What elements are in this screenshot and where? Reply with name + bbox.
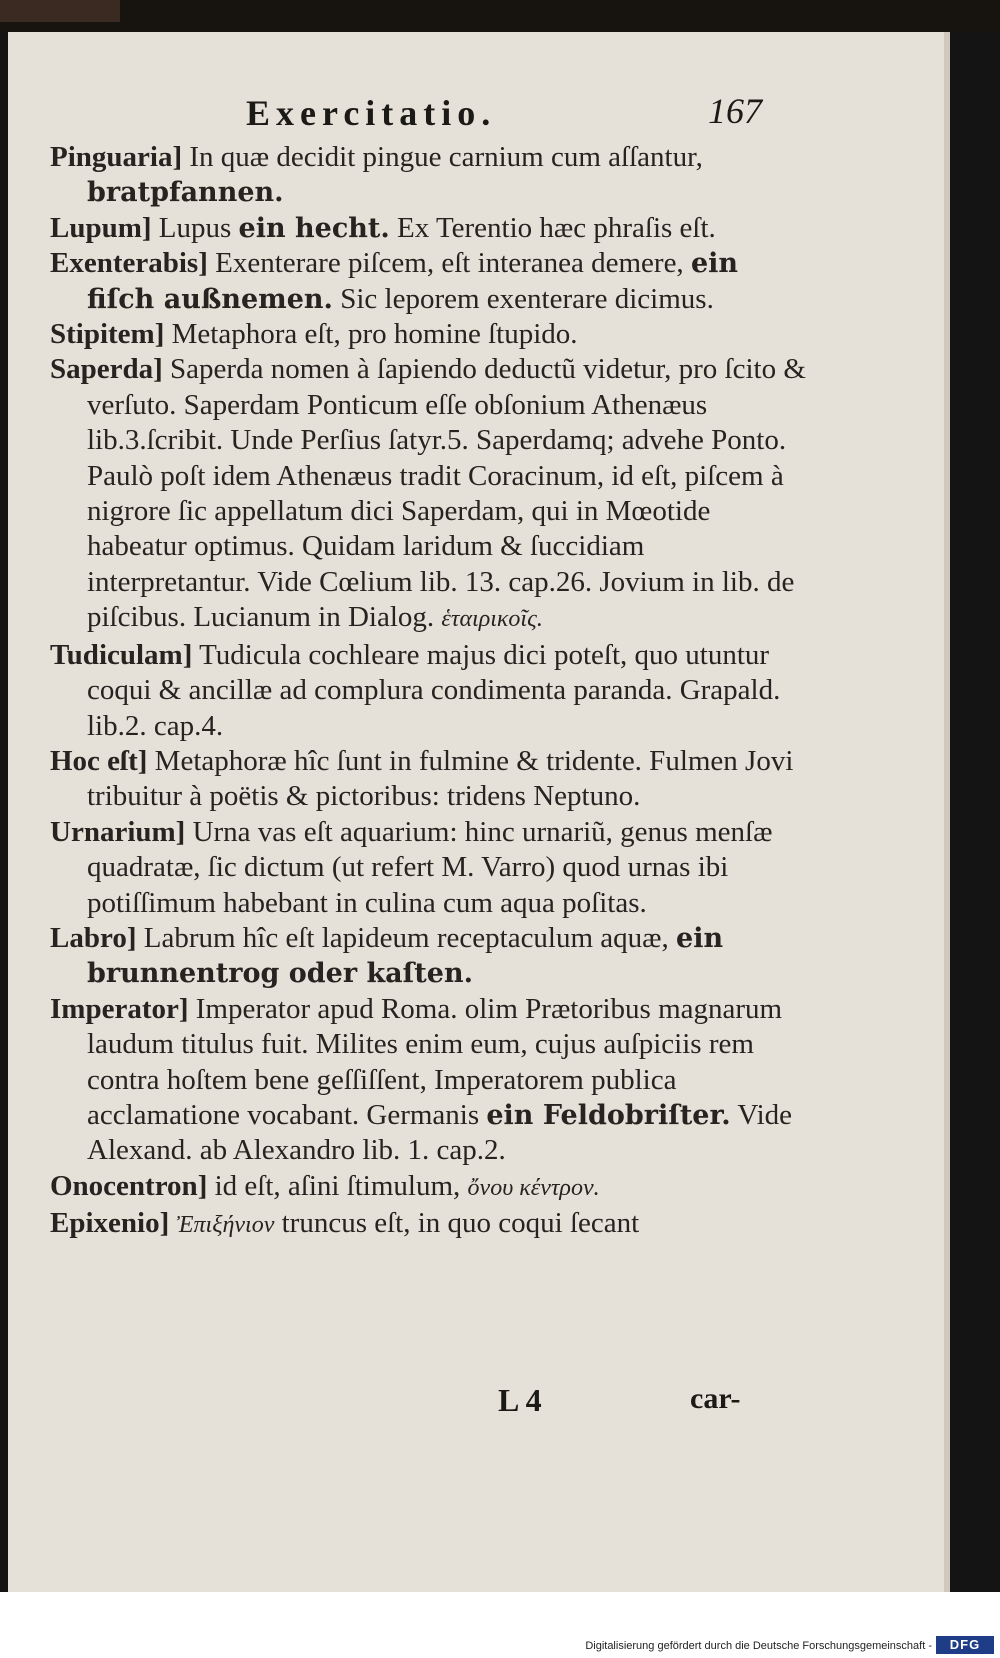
lemma: Hoc eſt] bbox=[50, 744, 148, 777]
dfg-logo: DFG bbox=[936, 1636, 994, 1654]
signature-mark: L 4 bbox=[498, 1382, 542, 1418]
gloss: truncus eſt, in quo coqui ſecant bbox=[281, 1207, 640, 1240]
entry-tudiculam bbox=[50, 638, 810, 744]
page-number: 167 bbox=[708, 91, 762, 131]
lemma: Imperator] bbox=[50, 992, 189, 1025]
lemma: Onocentron] bbox=[50, 1169, 208, 1202]
gloss: Metaphoræ hîc ſunt in fulmine & tridente. Fulmen Jovi tribuitur à poëtis & pictoribus: tridens Neptuno. bbox=[87, 744, 794, 813]
german-gloss: ein hecht. bbox=[238, 212, 390, 244]
gloss: Urna vas eſt aquarium: hinc urnariũ, genus menſæ quadratæ, ſic dictum (ut refert M. Varro) quod urnas ibi potiſſimum habebant in culina cum aqua poſitas. bbox=[87, 815, 773, 919]
german-gloss: ein fiſch außnemen. bbox=[87, 248, 739, 315]
gloss-continuation: Vide Alexand. ab Alexandro lib. 1. cap.2. bbox=[87, 1098, 793, 1167]
lemma: Pinguaria] bbox=[50, 141, 183, 173]
german-gloss: ein Feldobriſter. bbox=[486, 1099, 731, 1131]
entry-hoc-est bbox=[50, 744, 810, 815]
lemma: Urnarium] bbox=[50, 815, 186, 848]
gloss: Imperator apud Roma. olim Prætoribus magnarum laudum titulus fuit. Milites enim eum, cujus auſpiciis rem contra hoſtem bene geſſiſſent, Imperatorem publica acclamatione vocabant. Germanis bbox=[87, 992, 783, 1131]
greek-word: ὄνου κέντρον. bbox=[467, 1174, 600, 1201]
entry-stipitem bbox=[50, 317, 810, 352]
gloss-continuation: Sic leporem exenterare dicimus. bbox=[340, 282, 714, 315]
funding-credit: Digitalisierung gefördert durch die Deutsche Forschungsgemeinschaft - bbox=[585, 1640, 932, 1652]
lemma: Saperda] bbox=[50, 353, 163, 386]
entry-labro bbox=[50, 921, 810, 992]
lemma: Lupum] bbox=[50, 211, 152, 244]
gloss: In quæ decidit pingue carnium cum aſſantur, bbox=[189, 141, 703, 173]
entry-urnarium bbox=[50, 815, 810, 921]
entry-saperda bbox=[50, 352, 810, 637]
entry-lupum bbox=[50, 211, 810, 246]
lemma: Tudiculam] bbox=[50, 638, 193, 671]
glossary-text bbox=[50, 140, 810, 1244]
gloss: Saperda nomen à ſapiendo deductũ videtur, pro ſcito & verſuto. Saperdam Ponticum eſſe obſonium Athenæus lib.3.ſcribit. Unde Perſius ſatyr.5. Saperdamq; advehe Ponto. Paulò poſt idem Athenæus tradit Coracinum, id eſt, piſcem à nigrore ſic appellatum dici Saperdam, qui in Mœotide habeatur optimus. Quidam laridum & ſuccidiam interpretantur. Vide Cœlium lib. 13. cap.26. Jovium in lib. de piſcibus. Lucianum in Dialog. bbox=[87, 353, 806, 634]
german-gloss: bratpfannen. bbox=[87, 177, 284, 209]
book-page bbox=[8, 32, 950, 1592]
entry-exenterabis bbox=[50, 246, 810, 317]
greek-word: Ἐπιξήνιον bbox=[176, 1212, 275, 1239]
lemma: Stipitem] bbox=[50, 318, 165, 351]
scan-edge-mark bbox=[0, 0, 120, 22]
catchword: car- bbox=[690, 1382, 741, 1415]
lemma: Labro] bbox=[50, 921, 137, 954]
gloss-continuation: Ex Terentio hæc phraſis eſt. bbox=[397, 211, 716, 244]
german-gloss: ein brunnentrog oder kaſten. bbox=[87, 922, 724, 990]
gloss: Lupus bbox=[158, 211, 232, 244]
gloss: Exenterare piſcem, eſt interanea demere, bbox=[215, 247, 684, 280]
gloss: Metaphora eſt, pro homine ſtupido. bbox=[171, 318, 578, 351]
lemma: Exenterabis] bbox=[50, 247, 208, 280]
greek-word: ἑταιρικοῖς. bbox=[441, 606, 543, 633]
lemma: Epixenio] bbox=[50, 1207, 170, 1240]
gloss: Labrum hîc eſt lapideum receptaculum aquæ, bbox=[143, 921, 669, 954]
gloss: Tudicula cochleare majus dici poteſt, quo utuntur coqui & ancillæ ad complura condimenta paranda. Grapald. lib.2. cap.4. bbox=[87, 638, 781, 742]
entry-onocentron bbox=[50, 1169, 810, 1206]
running-header bbox=[8, 82, 950, 142]
running-title: Exercitatio. bbox=[246, 93, 497, 133]
entry-pinguaria bbox=[50, 140, 810, 211]
entry-imperator bbox=[50, 992, 810, 1169]
scan-top-border bbox=[0, 0, 1000, 32]
entry-epixenio bbox=[50, 1206, 810, 1243]
gloss: id eſt, aſini ſtimulum, bbox=[214, 1169, 461, 1202]
